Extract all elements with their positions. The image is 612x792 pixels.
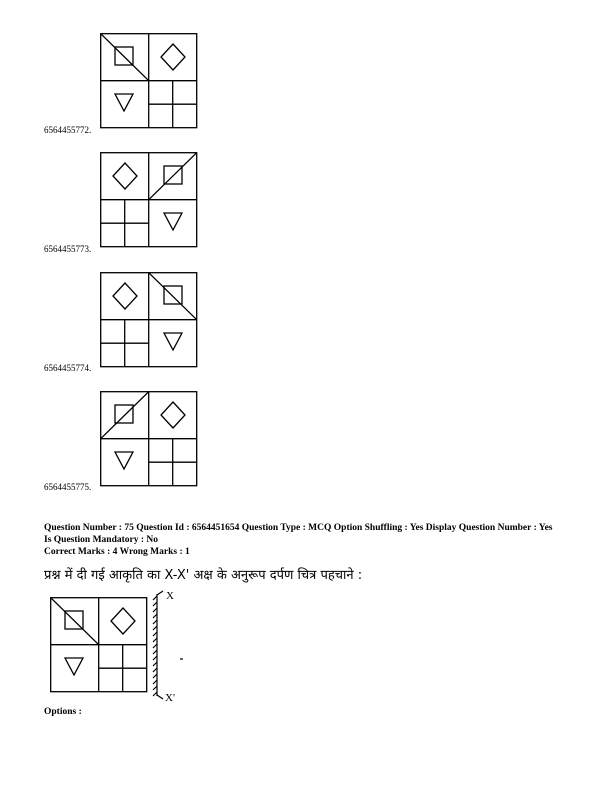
option-id-2: 6564455773. [44, 244, 92, 254]
question-figure [50, 588, 190, 704]
mirror-label-bottom: X' [165, 692, 175, 704]
option-figure-3 [100, 272, 198, 368]
option-figure-4 [100, 391, 198, 487]
question-marks-line: Correct Marks : 4 Wrong Marks : 1 [44, 547, 190, 557]
question-prompt: प्रश्न में दी गई आकृति का X-X' अक्ष के अनुरूप दर्पण चित्र पहचाने : [44, 568, 363, 583]
question-meta-line: Question Number : 75 Question Id : 6564451654 Question Type : MCQ Option Shuffling : Yes Display Question Number : Yes [44, 523, 553, 533]
mirror-label-top: X [166, 590, 174, 602]
mirror-line [153, 591, 183, 699]
options-label: Options : [44, 707, 82, 717]
option-figure-1 [100, 33, 198, 129]
option-id-3: 6564455774. [44, 363, 92, 373]
question-mandatory-line: Is Question Mandatory : No [44, 535, 159, 545]
option-figure-2 [100, 152, 198, 248]
option-id-4: 6564455775. [44, 482, 92, 492]
option-id-1: 6564455772. [44, 125, 92, 135]
